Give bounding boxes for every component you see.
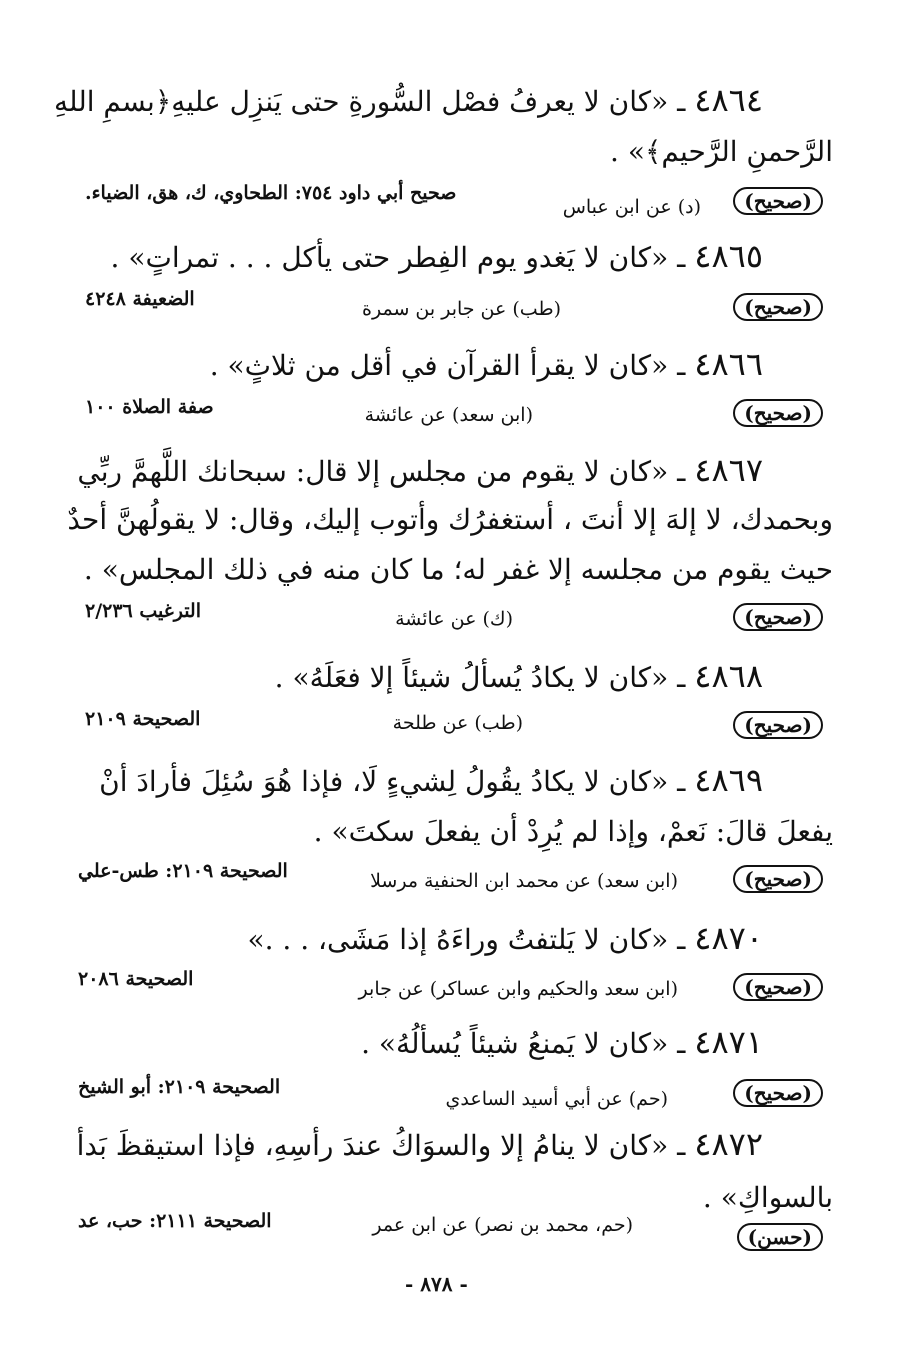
grade-label: (صحيح) [733, 973, 823, 1001]
hadith-text-line: ٤٨٦٦ ـ «كان لا يقرأ القرآن في أقل من ثلاثٍ» . [209, 345, 763, 383]
hadith-text-line: يفعلَ قالَ: نَعمْ، وإذا لم يُرِدْ أن يفعلَ سكتَ» . [313, 815, 833, 848]
hadith-text: «كان لا يَلتفتُ وراءَهُ إذا مَشَى، . . .» [247, 923, 669, 956]
hadith-text-line: ٤٨٦٩ ـ «كان لا يكادُ يقُولُ لِشيءٍ لَا، فإذا هُوَ سُئِلَ فأرادَ أنْ [99, 761, 763, 799]
grade-label: (صحيح) [733, 1079, 823, 1107]
page-number: - ٨٧٨ - [405, 1272, 468, 1296]
hadith-text-line: ٤٨٦٤ ـ «كان لا يعرفُ فصْل السُّورةِ حتى يَنزِل عليهِ﴿بسمِ اللهِ [53, 81, 763, 119]
hadith-text: «كان لا يَغدو يوم الفِطر حتى يأكل . . . تمراتٍ» . [110, 241, 669, 274]
grade-label: (صحيح) [733, 603, 823, 631]
grade-badge [733, 400, 823, 430]
narrator: (ك) عن عائشة [395, 608, 513, 630]
grade-badge [733, 712, 823, 742]
hadith-text-line: بالسواكِ» . [702, 1181, 833, 1214]
reference: الصحيحة ٢٠٨٦ [78, 968, 194, 990]
hadith-text-line: الرَّحمنِ الرَّحيم﴾» . [610, 135, 833, 168]
hadith-number: ٤٨٦٤ [694, 81, 763, 119]
hadith-number: ٤٨٦٦ [694, 345, 763, 383]
narrator: (حم، محمد بن نصر) عن ابن عمر [372, 1214, 633, 1236]
reference: الصحيحة ٢١٠٩: طس-علي [78, 860, 288, 882]
hadith-text: «كان لا يكادُ يُسألُ شيئاً إلا فعَلَهُ» . [274, 661, 669, 694]
grade-badge [733, 1080, 823, 1110]
grade-label: (صحيح) [733, 293, 823, 321]
grade-label: (صحيح) [733, 187, 823, 215]
narrator: (ابن سعد) عن محمد ابن الحنفية مرسلا [370, 870, 678, 892]
hadith-text: «كان لا ينامُ إلا والسوَاكُ عندَ رأسِهِ، فإذا استيقظَ بَدأ [76, 1129, 669, 1162]
narrator: (حم) عن أبي أسيد الساعدي [445, 1088, 668, 1110]
grade-label: (صحيح) [733, 865, 823, 893]
grade-badge [737, 1224, 823, 1254]
hadith-text: «كان لا يَمنعُ شيئاً يُسألُهُ» . [361, 1027, 669, 1060]
grade-label: (حسن) [737, 1223, 823, 1251]
hadith-text-line: حيث يقوم من مجلسه إلا غفر له؛ ما كان منه في ذلك المجلس» . [83, 553, 833, 586]
reference: الترغيب ٢/٢٣٦ [85, 600, 201, 622]
hadith-number: ٤٨٦٥ [694, 237, 763, 275]
hadith-text-line: وبحمدك، لا إلهَ إلا أنتَ ، أستغفرُك وأتوب إليك، وقال: لا يقولُهنَّ أحدٌ [67, 503, 833, 536]
reference: الضعيفة ٤٢٤٨ [85, 288, 195, 310]
hadith-text-line: ٤٨٦٧ ـ «كان لا يقوم من مجلس إلا قال: سبحانك اللَّهمَّ ربِّي [77, 451, 763, 489]
grade-badge [733, 294, 823, 324]
hadith-text: «كان لا يعرفُ فصْل السُّورةِ حتى يَنزِل عليهِ﴿بسمِ اللهِ [53, 85, 669, 118]
hadith-text: «كان لا يكادُ يقُولُ لِشيءٍ لَا، فإذا هُوَ سُئِلَ فأرادَ أنْ [99, 765, 669, 798]
hadith-text-line: ٤٨٦٨ ـ «كان لا يكادُ يُسألُ شيئاً إلا فعَلَهُ» . [274, 657, 763, 695]
reference: الصحيحة ٢١١١: حب، عد [78, 1210, 272, 1232]
reference: صفة الصلاة ١٠٠ [85, 396, 214, 418]
hadith-text-line: ٤٨٧٠ ـ «كان لا يَلتفتُ وراءَهُ إذا مَشَى، . . .» [247, 919, 763, 957]
grade-badge [733, 974, 823, 1004]
hadith-number: ٤٨٧٢ [694, 1125, 763, 1163]
hadith-text-line: ٤٨٧٢ ـ «كان لا ينامُ إلا والسوَاكُ عندَ رأسِهِ، فإذا استيقظَ بَدأ [76, 1125, 763, 1163]
grade-label: (صحيح) [733, 399, 823, 427]
reference: صحيح أبي داود ٧٥٤: الطحاوي، ك، هق، الضياء. [85, 182, 457, 204]
hadith-number: ٤٨٦٨ [694, 657, 763, 695]
reference: الصحيحة ٢١٠٩ [85, 708, 201, 730]
hadith-text: «كان لا يقرأ القرآن في أقل من ثلاثٍ» . [209, 349, 669, 382]
hadith-text-line: ٤٨٧١ ـ «كان لا يَمنعُ شيئاً يُسألُهُ» . [361, 1023, 763, 1061]
grade-label: (صحيح) [733, 711, 823, 739]
hadith-text: «كان لا يقوم من مجلس إلا قال: سبحانك اللَّهمَّ ربِّي [77, 455, 669, 488]
hadith-number: ٤٨٦٧ [694, 451, 763, 489]
hadith-text-line: ٤٨٦٥ ـ «كان لا يَغدو يوم الفِطر حتى يأكل . . . تمراتٍ» . [110, 237, 763, 275]
hadith-number: ٤٨٧١ [694, 1023, 763, 1061]
hadith-number: ٤٨٦٩ [694, 761, 763, 799]
reference: الصحيحة ٢١٠٩: أبو الشيخ [78, 1076, 281, 1098]
grade-badge [733, 188, 823, 218]
narrator: (ابن سعد والحكيم وابن عساكر) عن جابر [358, 978, 678, 1000]
grade-badge [733, 866, 823, 896]
grade-badge [733, 604, 823, 634]
narrator: (طب) عن جابر بن سمرة [362, 298, 561, 320]
hadith-number: ٤٨٧٠ [694, 919, 763, 957]
narrator: (ابن سعد) عن عائشة [364, 404, 533, 426]
narrator: (د) عن ابن عباس [562, 196, 701, 218]
narrator: (طب) عن طلحة [392, 712, 523, 734]
